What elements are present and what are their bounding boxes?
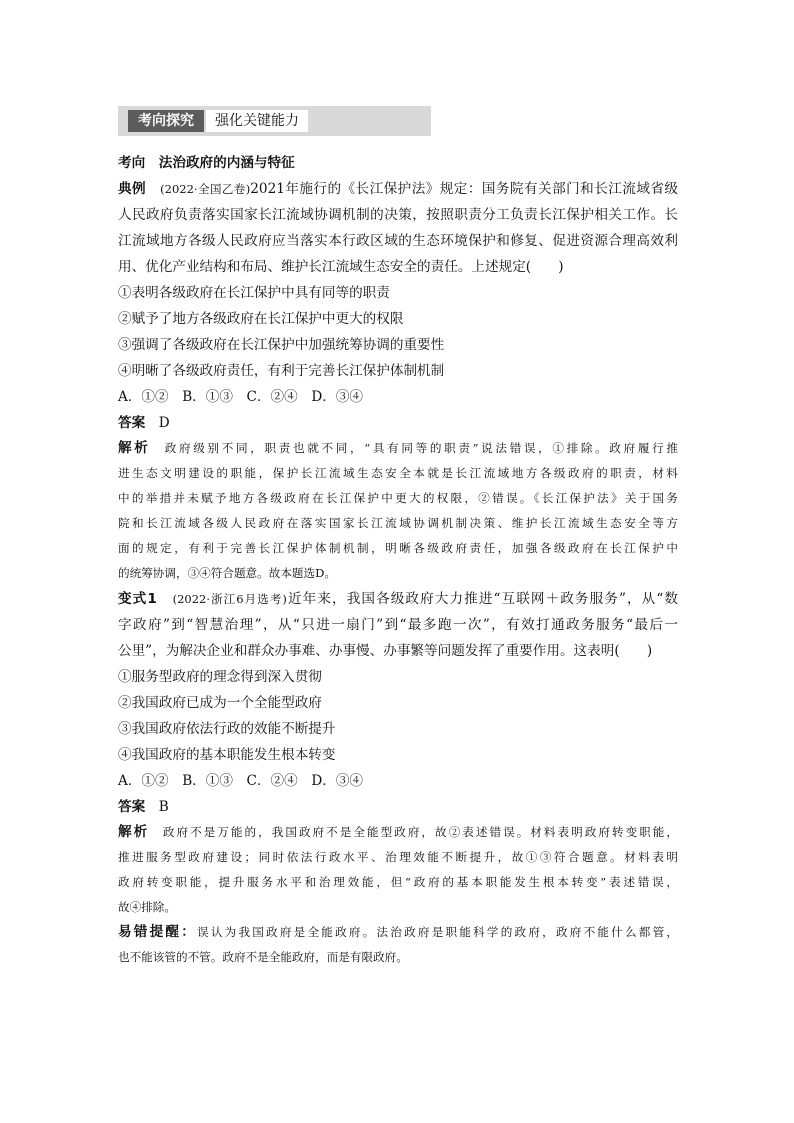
example-option: ④明晰了各级政府责任，有利于完善长江保护体制机制 bbox=[118, 363, 445, 379]
topic-label: 考向 bbox=[118, 155, 146, 171]
variant-source: (2022·浙江6月选考) bbox=[172, 592, 287, 606]
topic-heading bbox=[118, 150, 678, 176]
variant-stem-text: 近年来，我国各级政府大力推进“互联网＋政务服务”，从“数 bbox=[286, 591, 678, 607]
section-header-tag: 考向探究 bbox=[128, 110, 204, 132]
example-analysis-line: 中的举措并未赋予地方各级政府在长江保护中更大的权限，②错误。《长江保护法》关于国务 bbox=[118, 491, 678, 505]
variant-analysis-line: 故④排除。 bbox=[118, 900, 176, 914]
topic-title: 法治政府的内涵与特征 bbox=[158, 155, 295, 171]
tip-label: 易错提醒： bbox=[118, 924, 198, 940]
example-analysis-line: 院和长江流域各级人民政府在落实国家长江流域协调机制决策、维护长江流域生态安全等方 bbox=[118, 516, 678, 530]
variant-choices: A．①② B．①③ C．②④ D．③④ bbox=[118, 773, 364, 789]
section-header bbox=[118, 106, 431, 136]
example-stem-line: 江流域地方各级人民政府应当落实本行政区域的生态环境保护和修复、促进资源合理高效利 bbox=[118, 233, 678, 249]
tip-text: 误认为我国政府是全能政府。法治政府是职能科学的政府，政府不能什么都管， bbox=[197, 925, 678, 939]
example-analysis-line: 的统筹协调，③④符合题意。故本题选D。 bbox=[118, 566, 336, 580]
variant-option: ④我国政府的基本职能发生根本转变 bbox=[118, 747, 336, 763]
variant-stem-line: 字政府”到“智慧治理”，从“只进一扇门”到“最多跑一次”，有效打通政务服务“最后一 bbox=[118, 617, 678, 633]
variant-stem-line: 公里”，为解决企业和群众办事难、办事慢、办事繁等问题发挥了重要作用。这表明( ) bbox=[118, 643, 653, 659]
example-analysis-line: 进生态文明建设的职能，保护长江流域生态安全本就是长江流域地方各级政府的职责，材料 bbox=[118, 466, 678, 480]
tip-line bbox=[118, 920, 678, 945]
example-option: ②赋予了地方各级政府在长江保护中更大的权限 bbox=[118, 311, 404, 327]
answer-label: 答案 bbox=[118, 415, 146, 431]
example-analysis-text: 政府级别不同，职责也就不同，“具有同等的职责”说法错误，①排除。政府履行推 bbox=[164, 441, 678, 455]
section-header-subtitle: 强化关键能力 bbox=[206, 110, 308, 132]
variant-option: ②我国政府已成为一个全能型政府 bbox=[118, 695, 322, 711]
example-choices: A．①② B．①③ C．②④ D．③④ bbox=[118, 389, 364, 405]
example-source: (2022·全国乙卷) bbox=[160, 182, 251, 196]
example-analysis-line: 面的规定，有利于完善长江保护体制机制，明晰各级政府责任，加强各级政府在长江保护中 bbox=[118, 541, 678, 555]
document-body bbox=[118, 150, 678, 970]
variant-analysis-line bbox=[118, 820, 678, 845]
example-answer bbox=[118, 410, 678, 436]
variant-label: 变式1 bbox=[118, 591, 157, 607]
example-stem-line: 人民政府负责落实国家长江流域协调机制的决策，按照职责分工负责长江保护相关工作。长 bbox=[118, 207, 678, 223]
variant-option: ①服务型政府的理念得到深入贯彻 bbox=[118, 669, 322, 685]
answer-value: D bbox=[158, 415, 170, 431]
example-stem-line bbox=[118, 176, 678, 202]
variant-answer bbox=[118, 794, 678, 820]
example-option: ③强调了各级政府在长江保护中加强统筹协调的重要性 bbox=[118, 337, 445, 353]
variant-option: ③我国政府依法行政的效能不断提升 bbox=[118, 721, 336, 737]
analysis-label: 解析 bbox=[118, 440, 151, 456]
variant-analysis-line: 推进服务型政府建设；同时依法行政水平、治理效能不断提升，故①③符合题意。材料表明 bbox=[118, 850, 678, 864]
answer-label: 答案 bbox=[118, 799, 146, 815]
variant-stem-line bbox=[118, 586, 678, 612]
example-analysis-line bbox=[118, 436, 678, 461]
variant-analysis-text: 政府不是万能的，我国政府不是全能型政府，故②表述错误。材料表明政府转变职能， bbox=[162, 825, 678, 839]
answer-value: B bbox=[158, 799, 169, 815]
tip-line: 也不能该管的不管。政府不是全能政府，而是有限政府。 bbox=[118, 950, 408, 964]
example-label: 典例 bbox=[118, 181, 147, 197]
analysis-label: 解析 bbox=[118, 824, 150, 840]
variant-analysis-line: 政府转变职能，提升服务水平和治理效能，但“政府的基本职能发生根本转变”表述错误， bbox=[118, 875, 678, 889]
example-stem-line: 用、优化产业结构和布局、维护长江流域生态安全的责任。上述规定( ) bbox=[118, 259, 564, 275]
example-stem-text: 2021年施行的《长江保护法》规定：国务院有关部门和长江流域省级 bbox=[250, 181, 679, 197]
example-option: ①表明各级政府在长江保护中具有同等的职责 bbox=[118, 285, 390, 301]
